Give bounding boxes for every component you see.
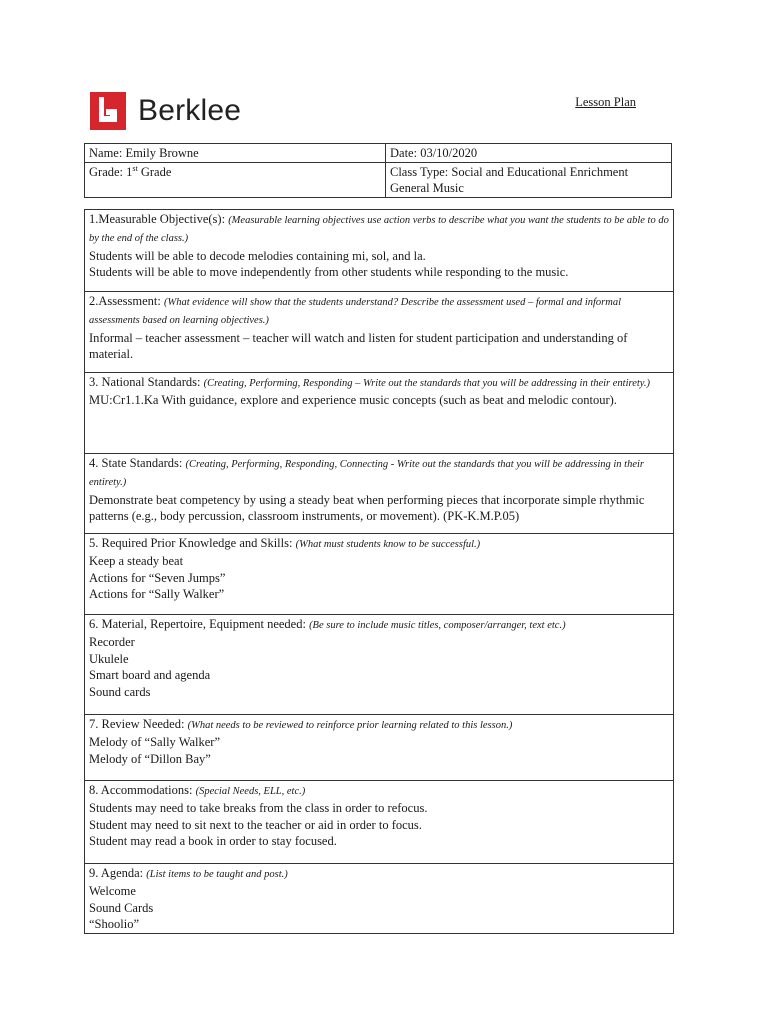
section-title: 6. Material, Repertoire, Equipment needed: bbox=[89, 617, 310, 631]
section-line: Smart board and agenda bbox=[89, 668, 211, 683]
section-line: Actions for “Sally Walker” bbox=[89, 587, 225, 602]
section-line: MU:Cr1.1.Ka With guidance, explore and experience music concepts (such as beat and melodic contour). bbox=[89, 393, 617, 408]
section-accommodations bbox=[85, 781, 673, 864]
section-heading bbox=[89, 616, 669, 634]
lesson-info-table bbox=[84, 143, 672, 198]
section-prior-knowledge bbox=[85, 534, 673, 615]
class-type-line-2: General Music bbox=[390, 181, 464, 195]
grade-cell bbox=[85, 163, 386, 198]
section-title: 5. Required Prior Knowledge and Skills: bbox=[89, 536, 296, 550]
section-note: (Measurable learning objectives use action verbs to describe what you want the students to be able to do by the end of the class.) bbox=[89, 215, 669, 245]
section-line: Student may need to sit next to the teacher or aid in order to focus. bbox=[89, 817, 422, 832]
section-title: 3. National Standards: bbox=[89, 375, 204, 389]
section-note: (What evidence will show that the students understand? Describe the assessment used – formal and informal assessments based on learning objectives.) bbox=[89, 297, 621, 327]
date-cell: Date: 03/10/2020 bbox=[386, 144, 672, 163]
document-label: Lesson Plan bbox=[575, 95, 636, 109]
section-heading bbox=[89, 782, 669, 800]
section-heading bbox=[89, 716, 669, 734]
section-line: Student may read a book in order to stay focused. bbox=[89, 834, 337, 849]
section-state-standards bbox=[85, 454, 673, 534]
section-line: Actions for “Seven Jumps” bbox=[89, 570, 226, 585]
section-note: (Creating, Performing, Responding, Connecting - Write out the standards that you will be addressing in their entirety.) bbox=[89, 459, 644, 489]
section-line: Informal – teacher assessment – teacher will watch and listen for student participation and understanding of material. bbox=[89, 330, 628, 362]
section-line: Melody of “Dillon Bay” bbox=[89, 751, 211, 766]
section-title: 8. Accommodations: bbox=[89, 783, 196, 797]
section-note: (What needs to be reviewed to reinforce prior learning related to this lesson.) bbox=[187, 720, 513, 731]
section-title: 2.Assessment: bbox=[89, 294, 164, 308]
section-line: Students will be able to decode melodies containing mi, sol, and la. bbox=[89, 248, 426, 263]
section-heading bbox=[89, 455, 669, 492]
section-line: Melody of “Sally Walker” bbox=[89, 735, 221, 750]
section-heading bbox=[89, 293, 669, 330]
lesson-sections bbox=[84, 209, 674, 934]
section-line: Students will be able to move independently from other students while responding to the music. bbox=[89, 265, 569, 280]
section-title: 9. Agenda: bbox=[89, 866, 147, 880]
berklee-logo-icon bbox=[90, 92, 126, 130]
section-line: Demonstrate beat competency by using a steady beat when performing pieces that incorporate simple rhythmic patterns (e.g., body percussion, classroom instruments, or movement). (PK-K.M.P.05) bbox=[89, 492, 645, 524]
section-materials bbox=[85, 615, 673, 715]
section-heading bbox=[89, 374, 669, 392]
section-line: Sound cards bbox=[89, 684, 151, 699]
section-line: Sound Cards bbox=[89, 900, 154, 915]
section-line: “Shoolio” bbox=[89, 917, 139, 932]
section-line: Welcome bbox=[89, 884, 136, 899]
brand-name: Berklee bbox=[138, 94, 242, 127]
grade-superscript: st bbox=[132, 163, 138, 173]
section-line: Students may need to take breaks from the class in order to refocus. bbox=[89, 801, 428, 816]
section-objectives bbox=[85, 210, 673, 292]
section-note: (Special Needs, ELL, etc.) bbox=[195, 786, 306, 797]
class-type-line-1: Class Type: Social and Educational Enrichment bbox=[390, 165, 629, 179]
section-note: (List items to be taught and post.) bbox=[146, 869, 288, 880]
grade-suffix: Grade bbox=[137, 165, 172, 179]
section-note: (Be sure to include music titles, composer/arranger, text etc.) bbox=[309, 620, 566, 631]
section-heading bbox=[89, 211, 669, 248]
section-national-standards bbox=[85, 373, 673, 454]
section-title: 4. State Standards: bbox=[89, 456, 186, 470]
section-note: (Creating, Performing, Responding – Write out the standards that you will be addressing in their entirety.) bbox=[203, 378, 650, 389]
section-title: 1.Measurable Objective(s): bbox=[89, 212, 229, 226]
grade-prefix: Grade: 1 bbox=[89, 165, 133, 179]
teacher-name-cell: Name: Emily Browne bbox=[85, 144, 386, 163]
section-note: (What must students know to be successful.) bbox=[295, 539, 481, 550]
section-assessment bbox=[85, 292, 673, 373]
section-title: 7. Review Needed: bbox=[89, 717, 188, 731]
section-line: Recorder bbox=[89, 635, 135, 650]
section-line: Ukulele bbox=[89, 651, 129, 666]
section-review bbox=[85, 715, 673, 781]
section-line: Keep a steady beat bbox=[89, 554, 184, 569]
section-heading bbox=[89, 865, 669, 883]
section-agenda bbox=[85, 864, 673, 934]
section-heading bbox=[89, 535, 669, 553]
class-type-cell bbox=[386, 163, 672, 198]
berklee-logo bbox=[90, 92, 241, 130]
